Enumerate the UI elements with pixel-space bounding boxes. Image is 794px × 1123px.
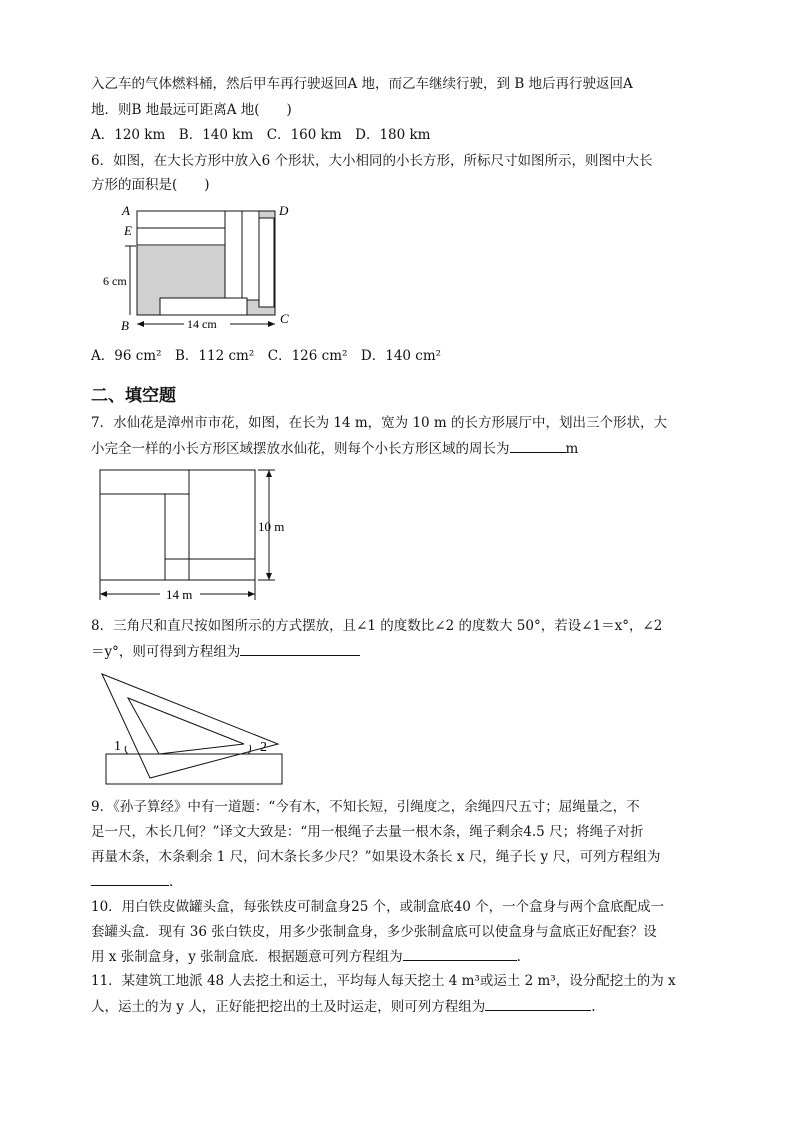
q6-rectangle-figure [100, 198, 310, 338]
q7-text-body: 小完全一样的小长方形区域摆放水仙花，则每个小长方形区域的周长为 [91, 441, 510, 457]
q8-angle2-label: 2 [260, 740, 267, 755]
q7-hall-figure [95, 465, 305, 605]
q7-unit: m [565, 441, 579, 457]
q9-period: . [169, 874, 174, 890]
q9-answer-line [91, 871, 173, 892]
q11-period: . [591, 999, 596, 1015]
q8-angle1-label: 1 [114, 739, 121, 754]
q8-text-body: ＝y°，则可得到方程组为 [91, 644, 241, 660]
q6-label-e: E [124, 223, 132, 238]
q7-text-line2 [91, 438, 578, 459]
q9-text-line2: 足一尺，木长几何？”译文大致是：“用一根绳子去量一根木条，绳子剩余4.5 尺；将绳子对折 [91, 824, 644, 840]
q8-text-line2 [91, 641, 360, 662]
q9-text-line3: 再量木条，木条剩余 1 尺，问木条长多少尺？”如果设木条长 x 尺，绳子长 y 尺，可列方程组为 [91, 849, 661, 865]
q9-answer-blank[interactable] [91, 871, 169, 886]
q6-label-a: A [122, 203, 130, 218]
q6-height-label: 6 cm [103, 274, 127, 288]
q6-options: A．96 cm² B．112 cm² C．126 cm² D．140 cm² [91, 348, 442, 364]
q8-answer-blank[interactable] [240, 641, 360, 656]
q8-triangle-ruler-figure [96, 666, 296, 788]
q10-period: . [516, 949, 521, 965]
q5-text-line1: 入乙车的气体燃料桶，然后甲车再行驶返回A 地，而乙车继续行驶，到 B 地后再行驶返回A [91, 76, 633, 92]
q6-label-d: D [279, 203, 289, 218]
q7-width-label: 14 m [166, 587, 193, 602]
q6-label-b: B [121, 318, 129, 333]
q10-text-line3 [91, 946, 521, 967]
q6-text-line1: 6．如图，在大长方形中放入6 个形状，大小相同的小长方形，所标尺寸如图所示，则图中大长 [91, 153, 653, 169]
q7-answer-blank[interactable] [510, 438, 566, 453]
q10-text-body: 用 x 张制盒身，y 张制盒底．根据题意可列方程组为 [91, 949, 403, 965]
q10-text-line1: 10．用白铁皮做罐头盒，每张铁皮可制盒身25 个，或制盒底40 个，一个盒身与两个盒底配成一 [91, 899, 665, 915]
q8-text-line1: 8．三角尺和直尺按如图所示的方式摆放，且∠1 的度数比∠2 的度数大 50°，若设∠1＝x°，∠2 [91, 618, 663, 634]
q7-height-label: 10 m [258, 519, 285, 534]
q11-text-body: 人，运土的为 y 人，正好能把挖出的土及时运走，则可列方程组为 [91, 999, 486, 1015]
q11-answer-blank[interactable] [485, 996, 591, 1011]
q6-text-line2: 方形的面积是( ) [91, 177, 210, 193]
q11-text-line2 [91, 996, 596, 1017]
q10-answer-blank[interactable] [403, 946, 517, 961]
q5-options: A．120 km B．140 km C．160 km D．180 km [91, 127, 431, 143]
section-title-fill-in: 二、填空题 [91, 386, 176, 406]
q11-text-line1: 11．某建筑工地派 48 人去挖土和运土，平均每人每天挖土 4 m³或运土 2 m³，设分配挖土的为 x [91, 973, 676, 989]
q9-text-line1: 9．《孙子算经》中有一道题：“今有木，不知长短，引绳度之，余绳四尺五寸；屈绳量之，不 [91, 799, 640, 815]
q6-width-label: 14 cm [187, 317, 217, 331]
q6-label-c: C [280, 311, 289, 326]
q7-text-line1: 7．水仙花是漳州市市花，如图，在长为 14 m，宽为 10 m 的长方形展厅中，划出三个形状，大 [91, 415, 668, 431]
q10-text-line2: 套罐头盒．现有 36 张白铁皮，用多少张制盒身，多少张制盒底可以使盒身与盒底正好配套？设 [91, 924, 657, 940]
q5-text-line2: 地．则B 地最远可距离A 地( ) [91, 102, 292, 118]
